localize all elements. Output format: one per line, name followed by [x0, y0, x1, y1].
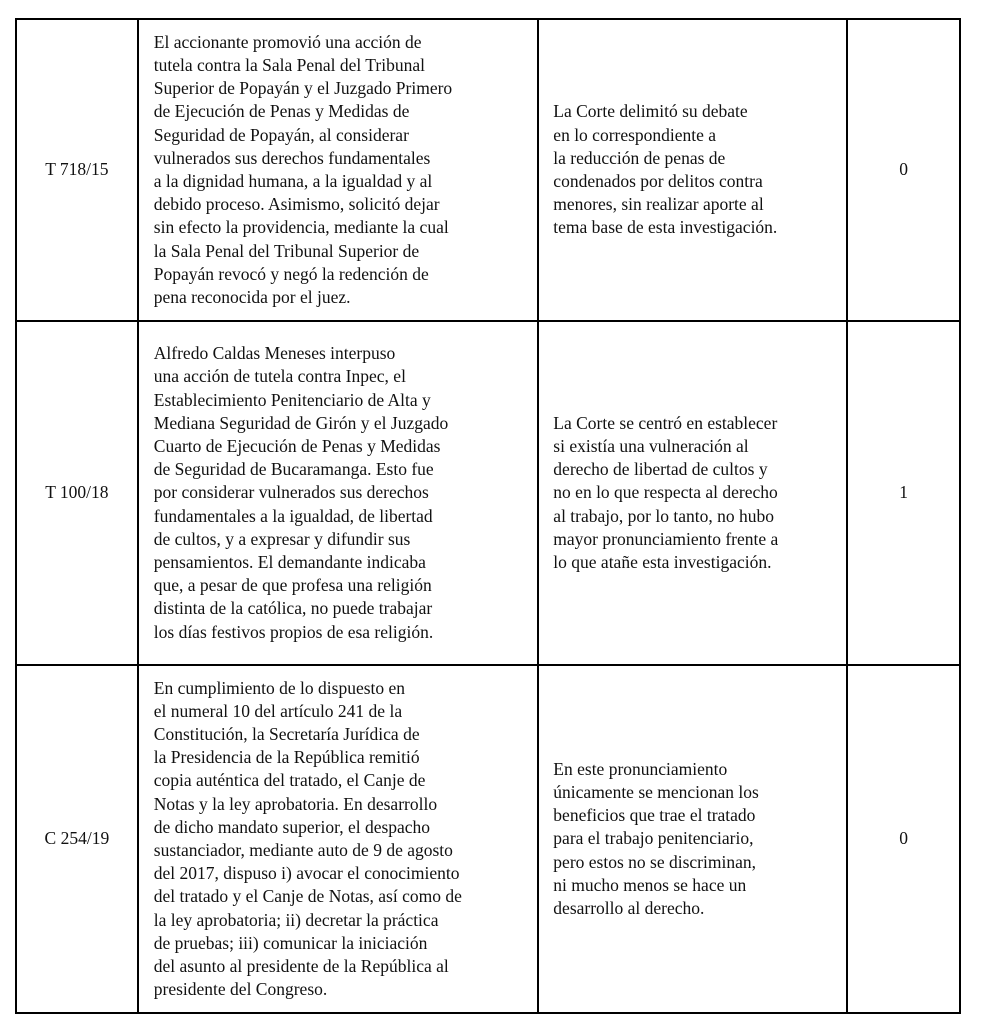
case-id-cell: C 254/19	[16, 665, 138, 1013]
description-line: de dicho mandato superior, el despacho	[153, 816, 431, 837]
analysis-line: La Corte se centró en establecer	[553, 412, 778, 433]
description-line: pena reconocida por el juez.	[153, 287, 351, 308]
description-line: Mediana Seguridad de Girón y el Juzgado	[153, 412, 449, 433]
description-line: por considerar vulnerados sus derechos	[153, 482, 429, 503]
score-cell: 0	[847, 665, 960, 1013]
analysis-line: si existía una vulneración al	[553, 435, 749, 456]
score-cell: 0	[847, 19, 960, 321]
analysis-line: derecho de libertad de cultos y	[553, 459, 768, 480]
table-row	[16, 19, 960, 321]
description-line: el numeral 10 del artículo 241 de la	[153, 700, 403, 721]
description-line: fundamentales a la igualdad, de libertad	[153, 505, 433, 526]
analysis-line: no en lo que respecta al derecho	[553, 482, 778, 503]
table-row	[16, 665, 960, 1013]
analysis-line: desarrollo al derecho.	[553, 898, 705, 918]
description-line: Popayán revocó y negó la redención de	[153, 263, 429, 284]
analysis-line: al trabajo, por lo tanto, no hubo	[553, 505, 774, 526]
jurisprudence-table	[15, 18, 961, 1014]
analysis-line: tema base de esta investigación.	[553, 217, 778, 238]
analysis-line: para el trabajo penitenciario,	[553, 828, 754, 849]
description-line: de Ejecución de Penas y Medidas de	[153, 101, 410, 122]
description-line: sustanciador, mediante auto de 9 de agosto	[153, 840, 453, 860]
description-line: El accionante promovió una acción de	[153, 31, 422, 52]
analysis-line: La Corte delimitó su debate	[553, 101, 748, 122]
description-line: presidente del Congreso.	[153, 979, 328, 1000]
case-description-cell	[138, 19, 539, 321]
description-line: Constitución, la Secretaría Jurídica de	[153, 723, 420, 744]
description-line: Establecimiento Penitenciario de Alta y	[153, 389, 431, 410]
analysis-line: En este pronunciamiento	[553, 758, 728, 779]
description-line: Seguridad de Popayán, al considerar	[153, 124, 409, 145]
description-line: Notas y la ley aprobatoria. En desarrollo	[153, 793, 438, 814]
analysis-line: menores, sin realizar aporte al	[553, 194, 764, 215]
description-line: distinta de la católica, no puede trabajar	[153, 598, 433, 619]
analysis-line: en lo correspondiente a	[553, 124, 717, 145]
description-line: la Presidencia de la República remitió	[153, 747, 420, 768]
case-description-cell	[138, 665, 539, 1013]
description-line: vulnerados sus derechos fundamentales	[153, 147, 431, 168]
score-cell: 1	[847, 321, 960, 665]
description-line: de Seguridad de Bucaramanga. Esto fue	[153, 459, 434, 480]
case-analysis-cell	[538, 665, 847, 1013]
analysis-line: condenados por delitos contra	[553, 171, 763, 191]
description-line: los días festivos propios de esa religión.	[153, 621, 434, 642]
analysis-line: lo que atañe esta investigación.	[553, 552, 772, 572]
case-id-cell: T 100/18	[16, 321, 138, 665]
description-line: del asunto al presidente de la República al	[153, 956, 449, 977]
analysis-line: ni mucho menos se hace un	[553, 874, 747, 895]
description-line: Cuarto de Ejecución de Penas y Medidas	[153, 435, 441, 456]
description-line: del 2017, dispuso i) avocar el conocimiento	[153, 863, 460, 884]
description-line: Alfredo Caldas Meneses interpuso	[153, 343, 396, 364]
description-line: la Sala Penal del Tribunal Superior de	[153, 240, 420, 261]
analysis-line: únicamente se mencionan los	[553, 781, 759, 802]
description-line: la ley aprobatoria; ii) decretar la práctica	[153, 909, 439, 930]
description-line: copia auténtica del tratado, el Canje de	[153, 770, 426, 791]
case-description-cell	[138, 321, 539, 665]
analysis-line: mayor pronunciamiento frente a	[553, 528, 779, 549]
case-analysis-cell	[538, 19, 847, 321]
description-line: tutela contra la Sala Penal del Tribunal	[153, 54, 425, 75]
description-line: una acción de tutela contra Inpec, el	[153, 366, 406, 387]
description-line: de cultos, y a expresar y difundir sus	[153, 528, 411, 549]
description-line: pensamientos. El demandante indicaba	[153, 552, 426, 572]
case-id-cell: T 718/15	[16, 19, 138, 321]
description-line: En cumplimiento de lo dispuesto en	[153, 677, 406, 698]
table-row	[16, 321, 960, 665]
analysis-line: la reducción de penas de	[553, 147, 726, 168]
table-body	[16, 19, 960, 1013]
analysis-line: pero estos no se discriminan,	[553, 851, 756, 872]
description-line: Superior de Popayán y el Juzgado Primero	[153, 78, 453, 99]
description-line: de pruebas; iii) comunicar la iniciación	[153, 932, 428, 953]
description-line: del tratado y el Canje de Notas, así como de	[153, 886, 462, 907]
description-line: sin efecto la providencia, mediante la cual	[153, 217, 449, 238]
case-analysis-cell	[538, 321, 847, 665]
analysis-line: beneficios que trae el tratado	[553, 805, 756, 826]
description-line: que, a pesar de que profesa una religión	[153, 575, 432, 596]
description-line: a la dignidad humana, a la igualdad y al	[153, 171, 433, 191]
description-line: debido proceso. Asimismo, solicitó dejar	[153, 194, 440, 215]
